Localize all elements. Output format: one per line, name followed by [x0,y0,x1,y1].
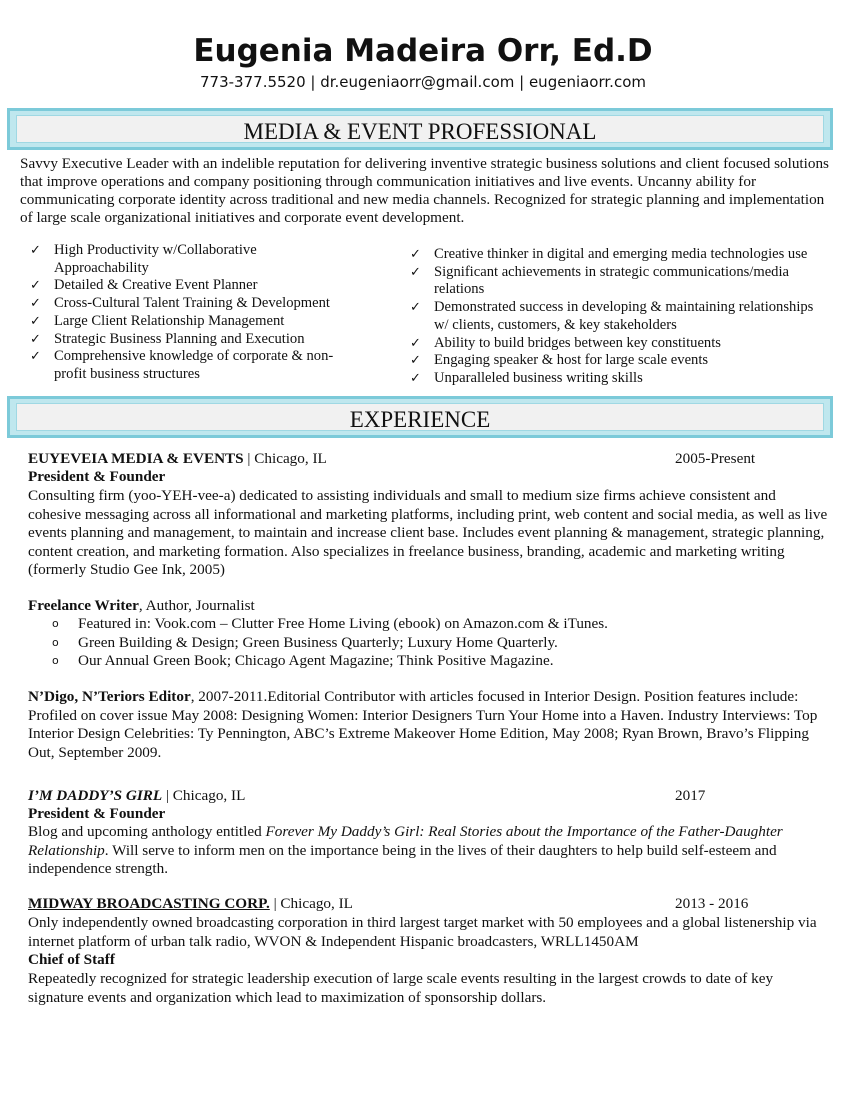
checkmark-icon: ✓ [30,296,41,312]
checkmark-icon: ✓ [410,335,421,351]
exp3-description: Repeatedly recognized for strategic leadership execution of large scale events resulting in the largest crowds to date of key signature events and organization which lead to maximization of sponsorship dollars. [28,970,774,1006]
experience-section-title: EXPERIENCE [16,403,824,431]
exp3-title: Chief of Staff [28,951,115,968]
skill-item: ✓ Significant achievements in strategic communications/media relations [410,263,790,298]
exp3-intro: Only independently owned broadcasting corporation in third largest target market with 50 employees and a global listenership via internet platform of urban talk radio, WVON & Independent Hispanic broadcasters, WRLL1450AM [28,914,817,950]
checkmark-icon: ✓ [410,247,421,262]
checkmark-icon: ✓ [410,300,421,316]
skill-item: ✓ Detailed & Creative Event Planner [30,277,258,294]
skill-item: ✓ Creative thinker in digital and emerging media technologies use [410,246,808,262]
exp2-title: President & Founder [28,805,166,822]
skill-item: ✓ Demonstrated success in developing & maintaining relationships w/ clients, customers, & key stakeholders [410,299,814,333]
exp1-description: Consulting firm (yoo-YEH-vee-a) dedicated to assisting individuals and small to medium size firms achieve consistent and cohesive messaging across all informational and marketing platforms, including print, web content and social media, as well as live events planning and management, to maintain and increase client base. Includes event planning & management, strategic planning, content creation, and marketing formation. Also specializes in freelance business, branding, academic and marketing writing (formerly Studio Gee Ink, 2005) [28,487,828,578]
skills-list-right [410,246,830,388]
checkmark-icon: ✓ [410,264,421,280]
checkmark-icon: ✓ [30,278,41,294]
exp1-company: EUYEVEIA MEDIA & EVENTS [28,450,244,467]
skill-item: ✓ Unparalleled business writing skills [410,369,643,386]
ndigo-title: N’Digo, N’Teriors Editor [28,688,191,705]
checkmark-icon: ✓ [30,243,41,258]
exp2-company: I’M DADDY’S GIRL [28,787,163,804]
candidate-name: Eugenia Madeira Orr, Ed.D [193,33,653,69]
exp1-location: | Chicago, IL [243,450,327,467]
skill-item: ✓ Comprehensive knowledge of corporate & non-profit business structures [30,348,334,382]
exp3-location: | Chicago, IL [269,895,353,912]
exp2-description: Blog and upcoming anthology entitled Forever My Daddy’s Girl: Real Stories about the Importance of the Father-Daughter Relationship. Will serve to inform men on the importance being in the lives of their daughters to help build self-esteem and independence strength. [28,823,783,877]
contact-line: 773-377.5520 | dr.eugeniaorr@gmail.com | eugeniaorr.com [200,73,646,91]
exp2-location: | Chicago, IL [162,787,246,804]
checkmark-icon: ✓ [30,349,41,365]
list-item: o Green Building & Design; Green Business Quarterly; Luxury Home Quarterly. [52,633,558,651]
skill-item: ✓ Engaging speaker & host for large scale events [410,352,709,369]
exp3-dates: 2013 - 2016 [675,895,749,912]
ndigo-text: , 2007-2011.Editorial Contributor with articles focused in Interior Design. Position features include: Profiled on cover issue May 2008: Designing Women: Interior Designers Turn Your Home into a Haven. Industry Interviews: Top Interior Design Celebrities: Ty Pennington, ABC’s Extreme Makeover Home Edition, May 2008; Ryan Brown, Bravo’s Flipping Out, September 2009. [28,688,818,761]
freelance-publications [52,615,812,671]
exp3-company: MIDWAY BROADCASTING CORP. [28,895,270,912]
skills-list-left [30,242,350,384]
exp2-dates: 2017 [675,787,706,804]
list-item: o Our Annual Green Book; Chicago Agent Magazine; Think Positive Magazine. [52,652,554,669]
skill-item: ✓ Cross-Cultural Talent Training & Development [30,295,330,312]
ndigo-paragraph [28,688,828,762]
bullet-icon: o [52,654,59,667]
skill-item: ✓ High Productivity w/Collaborative Approachability [30,242,257,276]
experience-section-banner [7,396,833,438]
media-section-title: MEDIA & EVENT PROFESSIONAL [16,115,824,143]
exp1-title: President & Founder [28,468,166,485]
checkmark-icon: ✓ [410,353,421,369]
skill-item: ✓ Large Client Relationship Management [30,312,285,329]
checkmark-icon: ✓ [30,313,41,329]
skill-item: ✓ Ability to build bridges between key constituents [410,334,721,351]
bullet-icon: o [52,617,59,630]
bullet-icon: o [52,635,59,649]
summary-paragraph: Savvy Executive Leader with an indelible reputation for delivering inventive strategic business solutions and client focused solutions that improve operations and company positioning through communication initiatives and live events. Uncanny ability for communicating corporate identity across traditional and new media channels. Recognized for strategic planning and implementation of large scale organizational initiatives and corporate event development. [20,155,829,226]
list-item: o Featured in: Vook.com – Clutter Free Home Living (ebook) on Amazon.com & iTunes. [52,615,608,632]
checkmark-icon: ✓ [30,331,41,347]
exp1-dates: 2005-Present [675,450,756,467]
skill-item: ✓ Strategic Business Planning and Execution [30,330,305,347]
freelance-role: Freelance Writer, Author, Journalist [28,597,255,614]
exp2-header [28,787,828,806]
checkmark-icon: ✓ [410,370,421,386]
media-section-banner [7,108,833,150]
